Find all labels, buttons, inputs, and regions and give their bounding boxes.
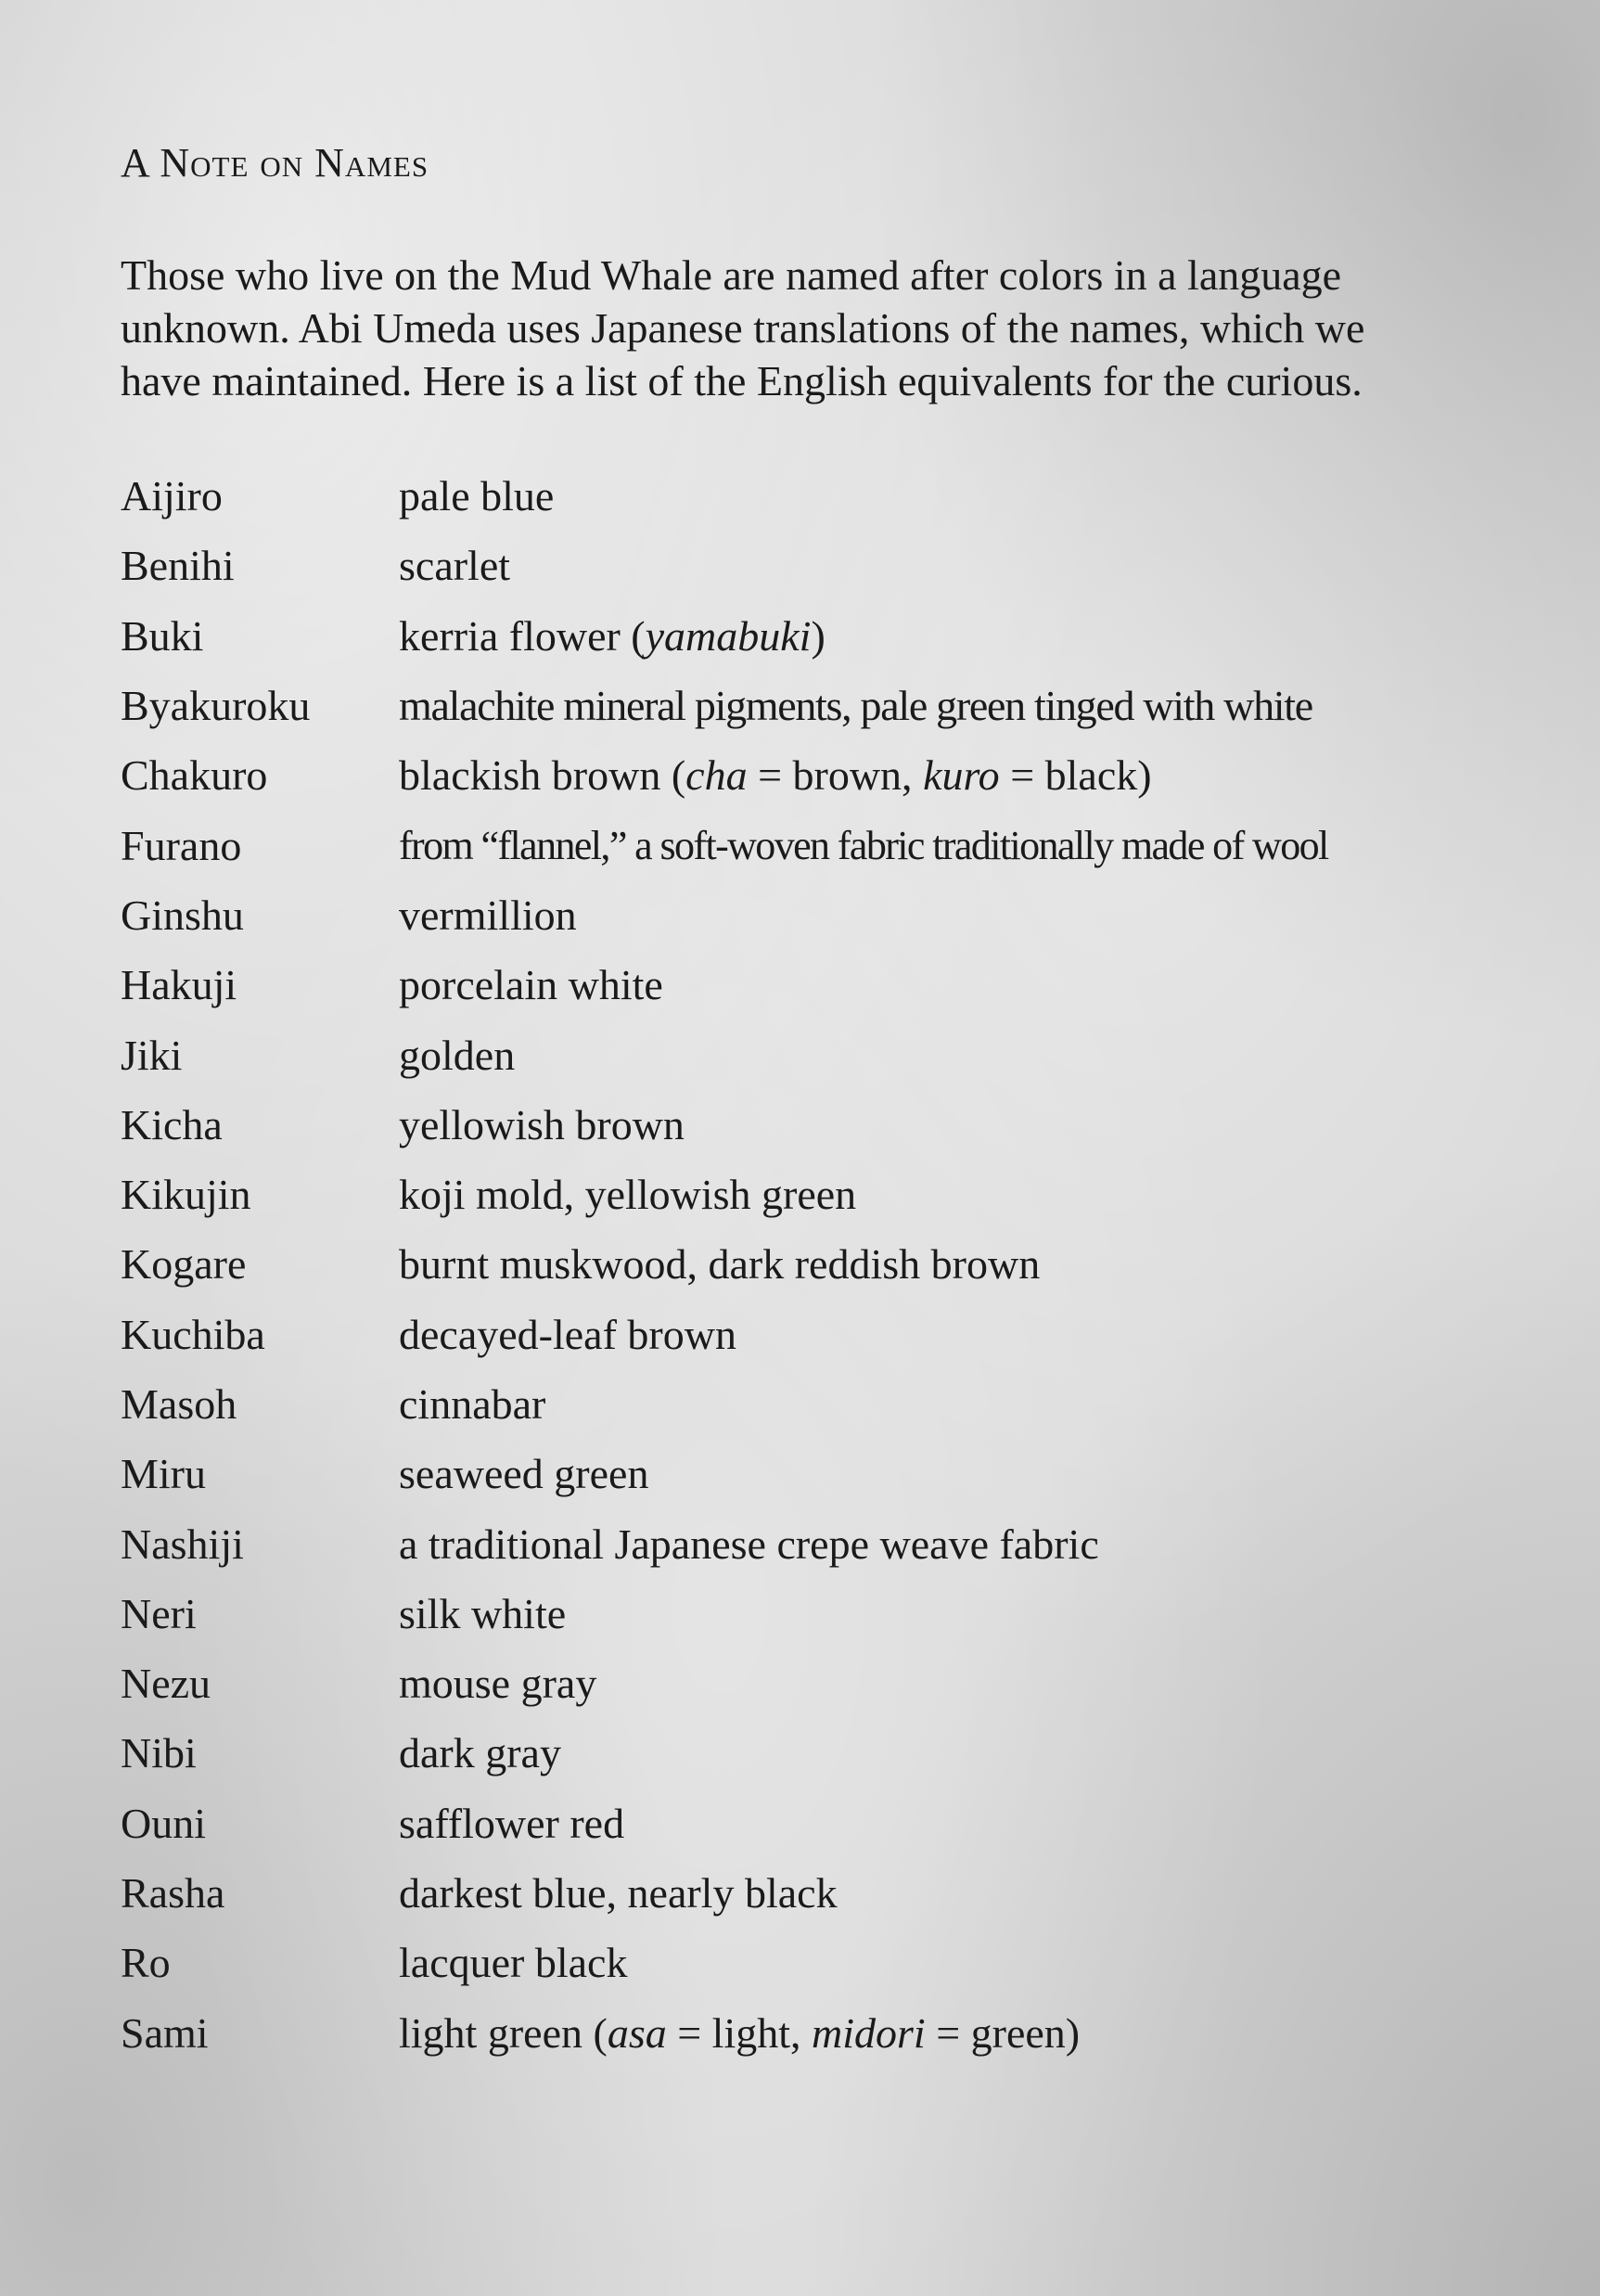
name-meaning: cinnabar [399,1380,546,1428]
list-item [121,1998,1484,2068]
name-term: Chakuro [121,751,268,800]
name-term: Rasha [121,1869,225,1918]
name-meaning: golden [399,1031,516,1079]
page-title: A Note on Names [121,140,429,186]
name-meaning: kerria flower (yamabuki) [399,611,826,660]
name-term: Sami [121,2008,209,2057]
name-term: Neri [121,1589,197,1637]
list-item [121,531,1484,600]
name-term: Nezu [121,1660,211,1708]
name-meaning: safflower red [399,1799,625,1847]
name-term: Ginshu [121,891,244,939]
name-meaning: blackish brown (cha = brown, kuro = black) [399,751,1152,800]
name-meaning: scarlet [399,542,511,590]
intro-paragraph: Those who live on the Mud Whale are named after colors in a language unknown. Abi Umeda uses Japanese translations of the names, which we have maintained. Here is a list of the English equivalents for the curious. [121,251,1365,404]
name-meaning: light green (asa = light, midori = green) [399,2008,1081,2057]
name-term: Nashiji [121,1520,244,1568]
name-term: Buki [121,611,204,660]
name-term: Byakuroku [121,682,311,730]
list-item [121,1300,1484,1369]
name-term: Benihi [121,542,235,590]
name-term: Kuchiba [121,1310,265,1358]
name-meaning: darkest blue, nearly black [399,1869,838,1918]
list-item [121,1439,1484,1508]
list-item [121,1508,1484,1578]
name-term: Miru [121,1450,206,1498]
name-meaning: seaweed green [399,1450,649,1498]
name-meaning: vermillion [399,891,577,939]
list-item [121,740,1484,810]
list-item [121,1579,1484,1648]
list-item [121,950,1484,1020]
name-meaning: porcelain white [399,961,663,1009]
list-item [121,1858,1484,1928]
name-meaning: a traditional Japanese crepe weave fabric [399,1520,1099,1568]
note-page [121,137,1484,2068]
list-item [121,601,1484,671]
name-meaning: mouse gray [399,1660,597,1708]
list-item [121,1229,1484,1299]
name-meaning: burnt muskwood, dark reddish brown [399,1240,1041,1289]
name-meaning: from “flannel,” a soft-woven fabric traditionally made of wool [399,822,1328,868]
list-item [121,1369,1484,1439]
name-term: Furano [121,821,242,869]
name-meaning: malachite mineral pigments, pale green tinged with white [399,682,1312,730]
name-meaning: dark gray [399,1729,561,1777]
name-meaning: pale blue [399,472,555,520]
list-item [121,1928,1484,1997]
name-term: Kicha [121,1100,223,1148]
list-item [121,671,1484,740]
list-item [121,1789,1484,1858]
list-item [121,461,1484,531]
name-meaning: decayed-leaf brown [399,1310,736,1358]
list-item [121,1718,1484,1788]
name-meaning: lacquer black [399,1939,628,1987]
name-list [121,461,1484,2068]
name-term: Masoh [121,1380,237,1428]
name-term: Aijiro [121,472,223,520]
list-item [121,1160,1484,1229]
list-item [121,880,1484,950]
list-item [121,810,1484,879]
list-item [121,1020,1484,1089]
name-meaning: silk white [399,1589,567,1637]
name-term: Nibi [121,1729,197,1777]
name-term: Kikujin [121,1171,251,1219]
name-term: Jiki [121,1031,183,1079]
name-term: Ouni [121,1799,206,1847]
name-term: Hakuji [121,961,237,1009]
name-meaning: yellowish brown [399,1100,685,1148]
name-meaning: koji mold, yellowish green [399,1171,857,1219]
list-item [121,1648,1484,1718]
list-item [121,1090,1484,1160]
name-term: Kogare [121,1240,247,1289]
name-term: Ro [121,1939,171,1987]
